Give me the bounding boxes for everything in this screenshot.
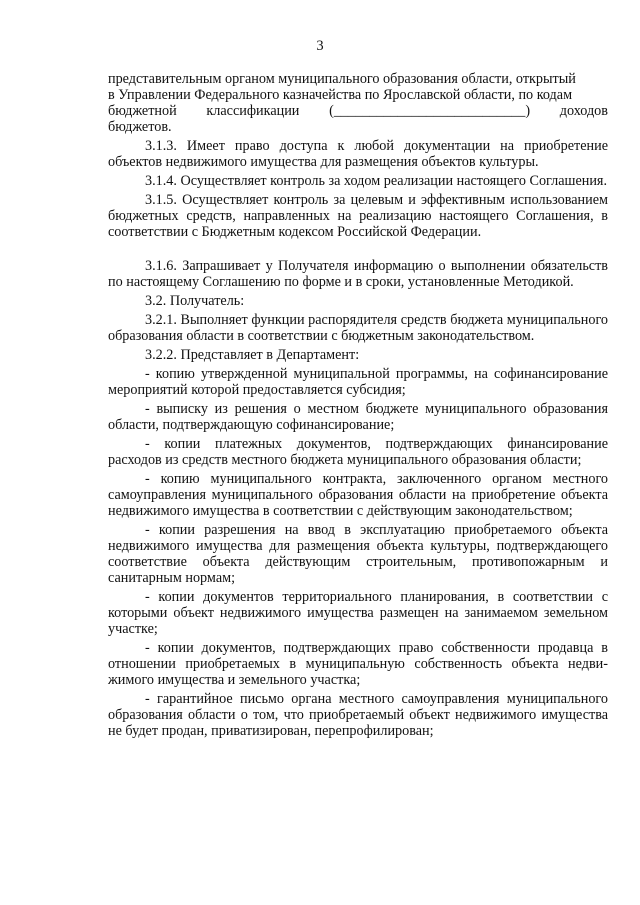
paragraph-3-1-6: 3.1.6. Запрашивает у Получателя информацию о выполнении обязательств по настоящему Соглашению по форме и в сроки, установленные Методикой. [108, 258, 608, 290]
list-item: - копию утвержденной муниципальной программы, на софинансирование мероприятий которой предоставляется субсидия; [108, 366, 608, 398]
list-item: - выписку из решения о местном бюджете муниципального образования области, подтверждающую софинансирование; [108, 401, 608, 433]
paragraph-account-continuation [108, 71, 608, 135]
page-number: 3 [316, 38, 324, 54]
text-line: представительным органом муниципального образования области, открытый [108, 71, 576, 87]
paragraph-3-1-3: 3.1.3. Имеет право доступа к любой документации на приобретение объектов недвижимого имущества для размещения объектов культуры. [108, 138, 608, 170]
text-line: в Управлении Федерального казначейства по Ярославской области, по кодам [108, 87, 573, 103]
paragraph-3-2-1: 3.2.1. Выполняет функции распорядителя средств бюджета муниципального образования области в соответствии с бюджетным законодательством. [108, 312, 608, 344]
list-item: - гарантийное письмо органа местного самоуправления муниципального образования области о том, что приобретаемый объект недвижимого имущества не будет продан, приватизирован, перепрофилирован; [108, 691, 608, 739]
text-word: доходов [559, 103, 608, 119]
paragraph-3-2-2: 3.2.2. Представляет в Департамент: [145, 347, 360, 363]
text-word: классификации [206, 103, 300, 119]
blank-code-field: (___________________________) [329, 103, 531, 119]
list-item: - копии документов, подтверждающих право собственности продавца в отношении приобретаемых в муниципальную собственность объекта недвижимого имущества и земельного участка; [108, 640, 608, 688]
paragraph-3-1-4: 3.1.4. Осуществляет контроль за ходом реализации настоящего Соглашения. [145, 173, 608, 189]
list-item: - копии разрешения на ввод в эксплуатацию приобретаемого объекта недвижимого имущества для размещения объекта культуры, подтверждающего соответствие объекта действующим строительным, противопожарным и санитарным нормам; [108, 522, 608, 586]
list-item: - копии документов территориального планирования, в соответствии с которыми объект недвижимого имущества размещен на занимаемом земельном участке; [108, 589, 608, 637]
text-line: бюджетов. [108, 119, 172, 135]
budget-classification-line [108, 103, 608, 119]
text-word: бюджетной [108, 103, 177, 119]
list-item: - копии платежных документов, подтверждающих финансирование расходов из средств местного бюджета муниципального образования области; [108, 436, 608, 468]
paragraph-3-1-5: 3.1.5. Осуществляет контроль за целевым и эффективным использованием бюджетных средств, направленных на реализацию настоящего Соглашения, в соответствии с Бюджетным кодексом Российской Федерации. [108, 192, 608, 240]
paragraph-3-2: 3.2. Получатель: [145, 293, 245, 309]
document-body [108, 71, 608, 739]
list-item: - копию муниципального контракта, заключенного органом местного самоуправления муниципального образования области на приобретение объекта недвижимого имущества в соответствии с действующим законодательством; [108, 471, 608, 519]
